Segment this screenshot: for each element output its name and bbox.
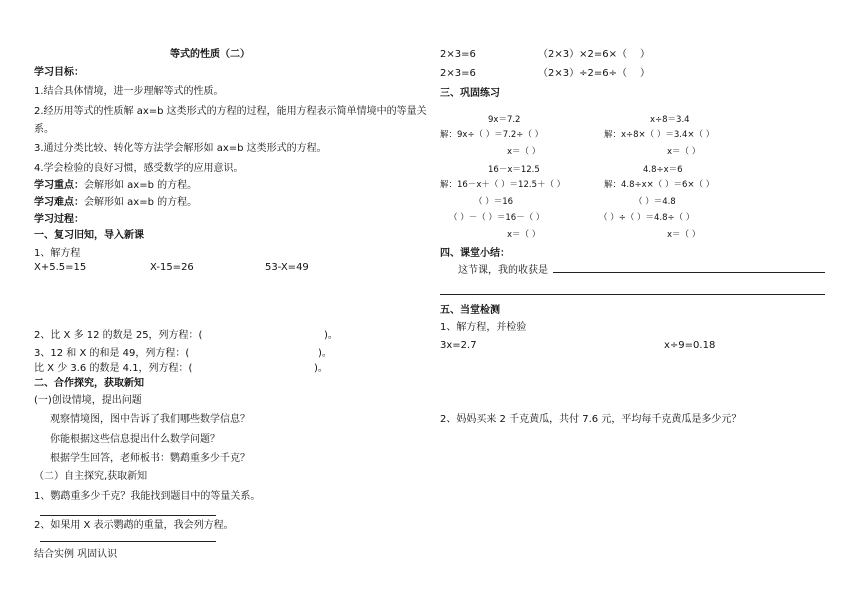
difficulty-text: 会解形如 ax=b 的方程。 xyxy=(84,197,198,208)
goal-1: 1.结合具体情境，进一步理解等式的性质。 xyxy=(34,86,224,97)
goal-4: 4.学会检验的良好习惯，感受数学的应用意识。 xyxy=(34,163,244,174)
exercise-4-step-3: （ ）÷（ ）＝4.8÷（ ） xyxy=(599,213,695,223)
question-4: 比 X 少 3.6 的数是 4.1，列方程：( xyxy=(34,363,193,374)
property-row-1-c: ） xyxy=(640,49,650,60)
key-point-label: 学习重点： xyxy=(34,180,84,191)
exercise-3-step-2: （ ）＝16 xyxy=(474,197,514,207)
section-1-item: 1、解方程 xyxy=(34,248,81,259)
key-point-text: 会解形如 ax=b 的方程。 xyxy=(84,180,198,191)
section-5-heading: 五、当堂检测 xyxy=(440,305,500,316)
goal-2-cont: 系。 xyxy=(34,124,54,135)
section-2-sub-1: (一)创设情境，提出问题 xyxy=(34,395,142,406)
process-heading: 学习过程： xyxy=(34,214,84,225)
question-3-end: )。 xyxy=(318,348,332,359)
summary-line-1[interactable] xyxy=(553,272,825,273)
question-4-end: )。 xyxy=(314,363,328,374)
section-2-heading: 二、合作探究，获取新知 xyxy=(34,378,144,389)
exercise-2-equation: x÷8＝3.4 xyxy=(650,115,690,125)
section-2-sub-2: （二）自主探究,获取新知 xyxy=(34,471,148,482)
exercise-3-equation: 16－x＝12.5 xyxy=(488,165,540,175)
question-2: 2、比 X 多 12 的数是 25，列方程：( xyxy=(34,330,203,341)
exercise-1-step-1: 解：9x÷（ ）＝7.2÷（ ） xyxy=(440,130,544,140)
test-equation-2: x÷9=0.18 xyxy=(664,340,716,351)
answer-line-2[interactable] xyxy=(40,541,216,542)
exercise-3-step-1: 解：16－x＋（ ）＝12.5＋（ ） xyxy=(440,180,566,190)
property-row-1-a: 2×3=6 xyxy=(440,49,476,60)
question-3: 3、12 和 X 的和是 49，列方程：( xyxy=(34,348,190,359)
bottom-note: 结合实例 巩固认识 xyxy=(34,549,118,560)
goal-2: 2.经历用等式的性质解 ax=b 这类形式的方程的过程，能用方程表示简单情境中的等量关 xyxy=(34,106,427,117)
exercise-1-equation: 9x＝7.2 xyxy=(488,115,521,125)
property-row-1-b: （2×3）×2=6×（ xyxy=(538,49,627,60)
summary-prompt: 这节课，我的收获是 xyxy=(458,265,548,276)
equation-2: X-15=26 xyxy=(150,262,194,273)
test-question-2: 2、妈妈买来 2 千克黄瓜，共付 7.6 元，平均每千克黄瓜是多少元？ xyxy=(440,414,742,425)
summary-line-2[interactable] xyxy=(440,294,825,295)
property-row-2-b: （2×3）÷2=6÷（ xyxy=(538,68,627,79)
question-2-end: )。 xyxy=(324,330,338,341)
section-3-heading: 三、巩固练习 xyxy=(440,88,500,99)
section-1-heading: 一、复习旧知，导入新课 xyxy=(34,230,144,241)
exercise-2-step-1: 解：x÷8×（ ）＝3.4×（ ） xyxy=(604,130,715,140)
goals-heading: 学习目标： xyxy=(34,67,84,78)
equation-3: 53-X=49 xyxy=(265,262,309,273)
section-2-line-1: 观察情境图，图中告诉了我们哪些数学信息？ xyxy=(50,414,250,425)
exercise-3-step-3: （ ）－（ ）＝16－（ ） xyxy=(449,213,545,223)
exercise-4-step-2: （ ）＝4.8 xyxy=(634,197,676,207)
difficulty-label: 学习难点： xyxy=(34,197,84,208)
answer-line-1[interactable] xyxy=(40,515,216,516)
property-row-2-c: ） xyxy=(640,68,650,79)
section-2-line-3: 根据学生回答，老师板书：鹦鹉重多少千克？ xyxy=(50,453,250,464)
goal-3: 3.通过分类比较、转化等方法学会解形如 ax=b 这类形式的方程。 xyxy=(34,143,327,154)
section-5-item: 1、解方程，并检验 xyxy=(440,322,527,333)
page-title: 等式的性质（二） xyxy=(170,49,250,60)
exercise-4-step-4: x＝（ ） xyxy=(667,230,701,240)
section-2-question-1: 1、鹦鹉重多少千克？我能找到题目中的等量关系。 xyxy=(34,491,261,502)
exercise-2-step-2: x＝（ ） xyxy=(667,147,701,157)
exercise-4-equation: 4.8÷x＝6 xyxy=(643,165,683,175)
key-point xyxy=(34,180,197,192)
section-2-line-2: 你能根据这些信息提出什么数学问题？ xyxy=(50,434,220,445)
test-equation-1: 3x=2.7 xyxy=(440,340,477,351)
section-2-question-2: 2、如果用 X 表示鹦鹉的重量，我会列方程。 xyxy=(34,520,234,531)
exercise-1-step-2: x＝（ ） xyxy=(507,147,541,157)
exercise-4-step-1: 解：4.8÷x×（ ）＝6×（ ） xyxy=(604,180,715,190)
section-4-heading: 四、课堂小结： xyxy=(440,248,510,259)
equation-1: X+5.5=15 xyxy=(34,262,87,273)
property-row-2-a: 2×3=6 xyxy=(440,68,476,79)
difficulty xyxy=(34,197,197,209)
exercise-3-step-4: x＝（ ） xyxy=(507,230,541,240)
